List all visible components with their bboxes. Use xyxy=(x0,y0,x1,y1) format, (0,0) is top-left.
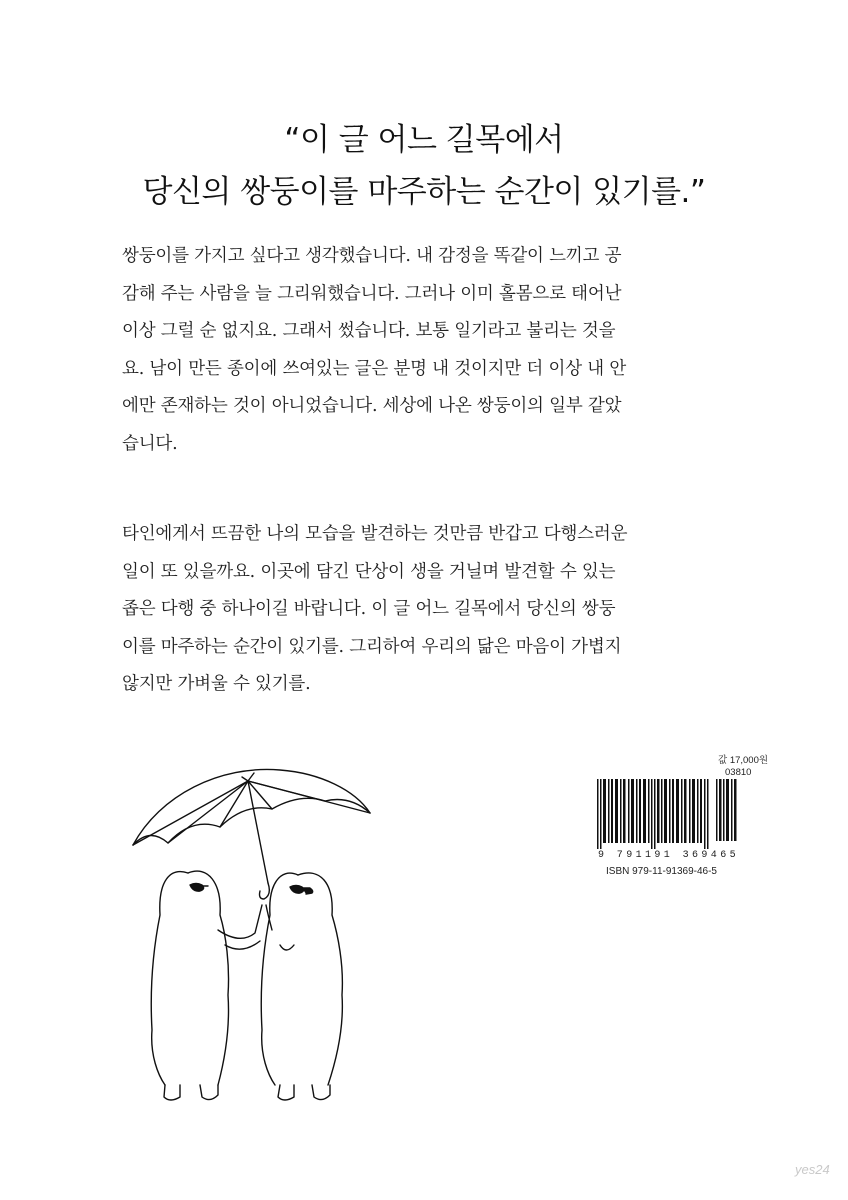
barcode-addon-number: 03810 xyxy=(725,767,752,778)
paragraph-line: 에만 존재하는 것이 아니었습니다. 세상에 나온 쌍둥이의 일부 같았 xyxy=(122,396,622,416)
paragraph-line: 타인에게서 뜨끔한 나의 모습을 발견하는 것만큼 반갑고 다행스러운 xyxy=(122,524,628,544)
quote-line-1: “이 글 어느 길목에서 xyxy=(284,122,564,158)
body-paragraph-1 xyxy=(122,238,726,463)
back-cover-quote xyxy=(0,114,848,218)
watermark: yes24 xyxy=(795,1162,830,1177)
paragraph-line: 습니다. xyxy=(122,433,178,454)
body-paragraph-2 xyxy=(122,516,726,704)
paragraph-line: 이상 그럴 순 없지요. 그래서 썼습니다. 보통 일기라고 불리는 것을 xyxy=(122,321,616,341)
quote-line-2: 당신의 쌍둥이를 마주하는 순간이 있기를.” xyxy=(142,174,706,210)
paragraph-line: 요. 남이 만든 종이에 쓰여있는 글은 분명 내 것이지만 더 이상 내 안 xyxy=(122,358,627,379)
paragraph-line: 이를 마주하는 순간이 있기를. 그리하여 우리의 닮은 마음이 가볍지 xyxy=(122,636,622,657)
paragraph-line: 않지만 가벼울 수 있기를. xyxy=(122,674,311,694)
paragraph-line: 감해 주는 사람을 늘 그리워했습니다. 그러나 이미 홀몸으로 태어난 xyxy=(122,283,622,304)
isbn-barcode-icon xyxy=(597,779,709,849)
isbn-number: ISBN 979-11-91369-46-5 xyxy=(606,866,717,877)
paragraph-line: 쌍둥이를 가지고 싶다고 생각했습니다. 내 감정을 똑같이 느끼고 공 xyxy=(122,246,622,266)
addon-barcode-icon xyxy=(716,779,738,841)
paragraph-line: 좁은 다행 중 하나이길 바랍니다. 이 글 어느 길목에서 당신의 쌍둥 xyxy=(122,599,616,619)
umbrella-figures-illustration xyxy=(130,755,380,1105)
price-label: 값 17,000원 xyxy=(718,755,769,766)
ean-digits: 9 791191 369465 xyxy=(598,850,740,861)
paragraph-line: 일이 또 있을까요. 이곳에 담긴 단상이 생을 거닐며 발견할 수 있는 xyxy=(122,561,616,582)
